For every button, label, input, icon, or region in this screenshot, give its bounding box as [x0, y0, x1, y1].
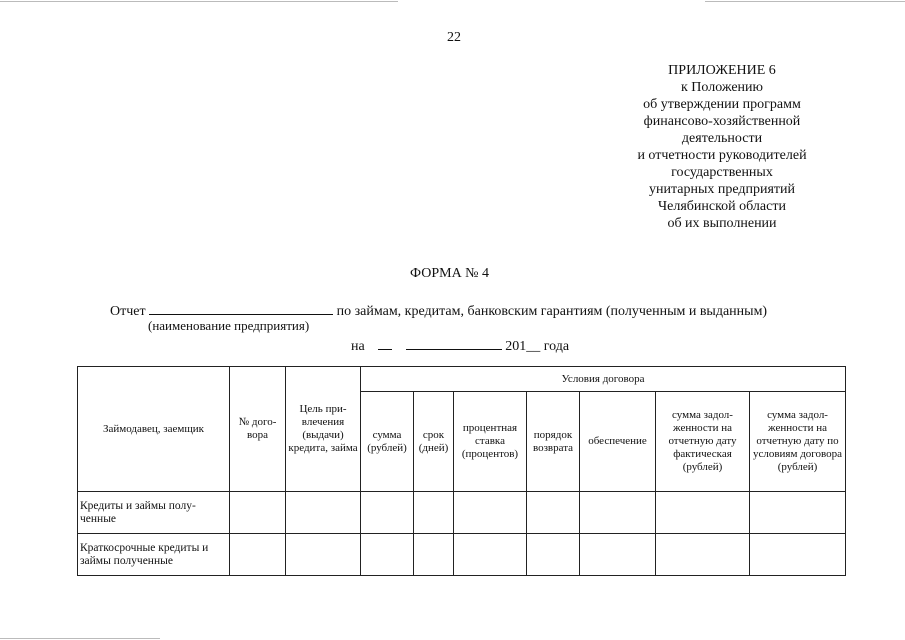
- table-cell[interactable]: [750, 534, 846, 576]
- appendix-line: об утверждении программ: [643, 97, 801, 112]
- page-edge-bottom: [0, 638, 160, 639]
- table-cell[interactable]: [527, 534, 580, 576]
- page-edge-top-right: [705, 1, 905, 2]
- table-cell[interactable]: [580, 534, 656, 576]
- appendix-line: и отчетности руководителей: [637, 148, 807, 163]
- page-number: 22: [447, 30, 461, 45]
- enterprise-name-caption: (наименование предприятия): [148, 318, 310, 333]
- header-lender: Займодавец, заемщик: [78, 367, 230, 492]
- date-prefix: на: [351, 339, 365, 354]
- header-interest-rate: процентная ставка (процентов): [454, 392, 527, 492]
- report-date-line: [351, 336, 569, 355]
- table-row: [78, 534, 846, 576]
- day-blank[interactable]: [378, 336, 392, 350]
- header-security: обеспечение: [580, 392, 656, 492]
- table-cell[interactable]: [230, 534, 286, 576]
- row-label: Кредиты и займы полу-ченные: [78, 492, 230, 534]
- appendix-line: государственных: [671, 165, 773, 180]
- table-cell[interactable]: [286, 534, 361, 576]
- loans-table: [77, 366, 846, 576]
- table-cell[interactable]: [656, 534, 750, 576]
- table-row: [78, 492, 846, 534]
- header-amount: сумма (рублей): [361, 392, 414, 492]
- header-term: срок (дней): [414, 392, 454, 492]
- table-cell[interactable]: [230, 492, 286, 534]
- header-debt-contract: сумма задол-женности на отчетную дату по условиям договора (рублей): [750, 392, 846, 492]
- appendix-line: Челябинской области: [658, 199, 786, 214]
- appendix-line: об их выполнении: [667, 216, 777, 231]
- appendix-line: деятельности: [681, 131, 763, 146]
- header-contract-number: № дого-вора: [230, 367, 286, 492]
- table-cell[interactable]: [454, 492, 527, 534]
- appendix-line: унитарных предприятий: [648, 182, 796, 197]
- table-cell[interactable]: [656, 492, 750, 534]
- table-cell[interactable]: [454, 534, 527, 576]
- appendix-line: финансово-хозяйственной: [643, 114, 801, 129]
- header-repayment: порядок возврата: [527, 392, 580, 492]
- table-cell[interactable]: [414, 534, 454, 576]
- header-contract-terms: Условия договора: [361, 367, 846, 392]
- report-subject: по займам, кредитам, банковским гарантиям (полученным и выданным): [336, 304, 768, 319]
- month-blank[interactable]: [406, 336, 502, 350]
- year-label: 201__ года: [505, 339, 570, 354]
- page-edge-top: [0, 1, 398, 2]
- header-debt-actual: сумма задол-женности на отчетную дату фактическая (рублей): [656, 392, 750, 492]
- enterprise-name-blank[interactable]: [149, 301, 333, 315]
- table-cell[interactable]: [750, 492, 846, 534]
- appendix-header: [600, 62, 844, 232]
- appendix-line: ПРИЛОЖЕНИЕ 6: [668, 63, 776, 78]
- table-cell[interactable]: [414, 492, 454, 534]
- table-cell[interactable]: [580, 492, 656, 534]
- header-purpose: Цель при-влечения (выдачи) кредита, займа: [286, 367, 361, 492]
- report-prefix: Отчет: [110, 304, 146, 319]
- table-cell[interactable]: [361, 534, 414, 576]
- form-title: ФОРМА № 4: [410, 266, 490, 281]
- table-cell[interactable]: [286, 492, 361, 534]
- appendix-line: к Положению: [680, 80, 763, 95]
- table-cell[interactable]: [527, 492, 580, 534]
- row-label: Краткосрочные кредиты и займы полученные: [78, 534, 230, 576]
- table-cell[interactable]: [361, 492, 414, 534]
